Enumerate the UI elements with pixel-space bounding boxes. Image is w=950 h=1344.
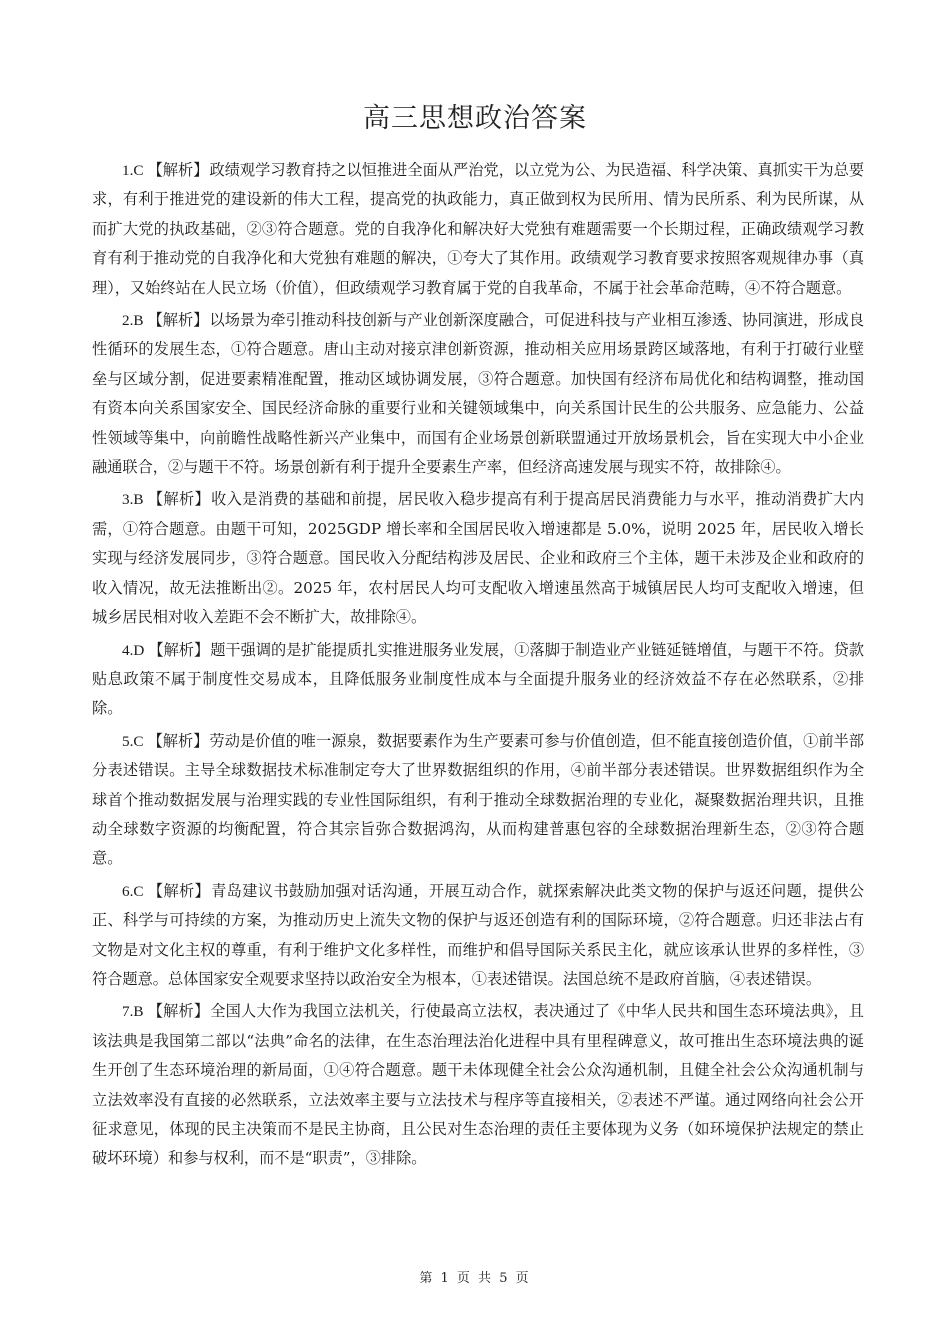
answer-number: 5.C bbox=[122, 732, 144, 750]
answer-item-2 bbox=[92, 306, 864, 482]
answer-text: 题干强调的是扩能提质扎实推进服务业发展，①落脚于制造业产业链延链增值，与题干不符。贷款贴息政策不属于制度性交易成本，且降低服务业制度性成本与全面提升服务业的经济效益不存在必然联系，②排除。 bbox=[92, 640, 865, 718]
answer-item-1 bbox=[92, 156, 864, 303]
answer-text: 以场景为牵引推动科技创新与产业创新深度融合，可促进科技与产业相互渗透、协同演进，形成良性循环的发展生态，①符合题意。唐山主动对接京津创新资源，推动相关应用场景跨区域落地，有利于打破行业壁垒与区域分割，促进要素精准配置，推动区域协调发展，③符合题意。加快国有经济布局优化和结构调整，推动国有资本向关系国家安全、国民经济命脉的重要行业和关键领域集中，向关系国计民生的公共服务、应急能力、公益性领域等集中，向前瞻性战略性新兴产业集中，而国有企业场景创新联盟通过开放场景机会，旨在实现大中小企业融通联合，②与题干不符。场景创新有利于提升全要素生产率，但经济高速发展与现实不符，故排除④。 bbox=[92, 311, 865, 477]
page-title: 高三思想政治答案 bbox=[363, 103, 587, 134]
answer-number: 6.C bbox=[122, 882, 144, 900]
analysis-tag: 【解析】 bbox=[147, 311, 209, 330]
answer-number: 1.C bbox=[122, 162, 144, 179]
analysis-tag: 【解析】 bbox=[147, 881, 211, 900]
page-footer: 第 1 页 共 5 页 bbox=[419, 1271, 531, 1286]
answer-item-6 bbox=[92, 877, 864, 995]
analysis-tag: 【解析】 bbox=[147, 490, 211, 509]
answer-item-3 bbox=[92, 485, 864, 632]
answer-item-7 bbox=[92, 997, 864, 1173]
answer-number: 7.B bbox=[122, 1003, 144, 1021]
answer-text: 全国人大作为我国立法机关，行使最高立法权，表决通过了《中华人民共和国生态环境法典》，且该法典是我国第二部以“法典”命名的法律，在生态治理法治化进程中具有里程碑意义，故可推出生态环境法典的诞生开创了生态环境治理的新局面，①④符合题意。题干未体现健全社会公众沟通机制，且健全社会公众沟通机制与立法效率没有直接的必然联系，立法效率主要与立法技术与程序等直接相关，②表述不严谨。通过网络向社会公开征求意见，体现的民主决策而不是民主协商，且公民对生态治理的责任主要体现为义务（如环境保护法规定的禁止破坏环境）和参与权利，而不是“职责”，③排除。 bbox=[92, 1002, 864, 1168]
answer-number: 4.D bbox=[122, 641, 145, 659]
analysis-tag: 【解析】 bbox=[147, 161, 209, 179]
answer-number: 3.B bbox=[122, 491, 144, 509]
answer-text: 政绩观学习教育持之以恒推进全面从严治党，以立党为公、为民造福、科学决策、真抓实干为总要求，有利于推进党的建设新的伟大工程，提高党的执政能力，真正做到权为民所用、情为民所系、利为民所谋，从而扩大党的执政基础，②③符合题意。党的自我净化和解决好大党独有难题需要一个长期过程，正确政绩观学习教育有利于推动党的自我净化和大党独有难题的解决，①夸大了其作用。政绩观学习教育要求按照客观规律办事（真理），又始终站在人民立场（价值），但政绩观学习教育属于党的自我革命，不属于社会革命范畴，④不符合题意。 bbox=[92, 161, 865, 297]
answer-text: 收入是消费的基础和前提，居民收入稳步提高有利于提高居民消费能力与水平，推动消费扩大内需，①符合题意。由题干可知，2025GDP 增长率和全国居民收入增速都是 5.0%，说明 2025 年，居民收入增长实现与经济发展同步，③符合题意。国民收入分配结构涉及居民、企业和政府三个主体，题干未涉及企业和政府的收入情况，故无法推断出②。2025 年，农村居民人均可支配收入增速虽然高于城镇居民人均可支配收入增速，但城乡居民相对收入差距不会不断扩大，故排除④。 bbox=[92, 490, 865, 627]
analysis-tag: 【解析】 bbox=[147, 731, 209, 750]
analysis-tag: 【解析】 bbox=[147, 1002, 210, 1021]
answer-item-4 bbox=[92, 636, 864, 724]
answer-number: 2.B bbox=[122, 312, 144, 330]
analysis-tag: 【解析】 bbox=[148, 640, 210, 659]
answer-item-5 bbox=[92, 727, 864, 874]
answer-list bbox=[92, 156, 864, 1177]
answer-text: 劳动是价值的唯一源泉，数据要素作为生产要素可参与价值创造，但不能直接创造价值，①前半部分表述错误。主导全球数据技术标准制定夸大了世界数据组织的作用，④前半部分表述错误。世界数据组织作为全球首个推动数据发展与治理实践的专业性国际组织，有利于推动全球数据治理的专业化，凝聚数据治理共识，且推动全球数字资源的均衡配置，符合其宗旨弥合数据鸿沟，从而构建普惠包容的全球数据治理新生态，②③符合题意。 bbox=[92, 731, 865, 868]
answer-text: 青岛建议书鼓励加强对话沟通，开展互动合作，就探索解决此类文物的保护与返还问题，提供公正、科学与可持续的方案，为推动历史上流失文物的保护与返还创造有利的国际环境，②符合题意。归还非法占有文物是对文化主权的尊重，有利于维护文化多样性，而维护和倡导国际关系民主化，就应该承认世界的多样性，③符合题意。总体国家安全观要求坚持以政治安全为根本，①表述错误。法国总统不是政府首脑，④表述错误。 bbox=[92, 881, 865, 988]
